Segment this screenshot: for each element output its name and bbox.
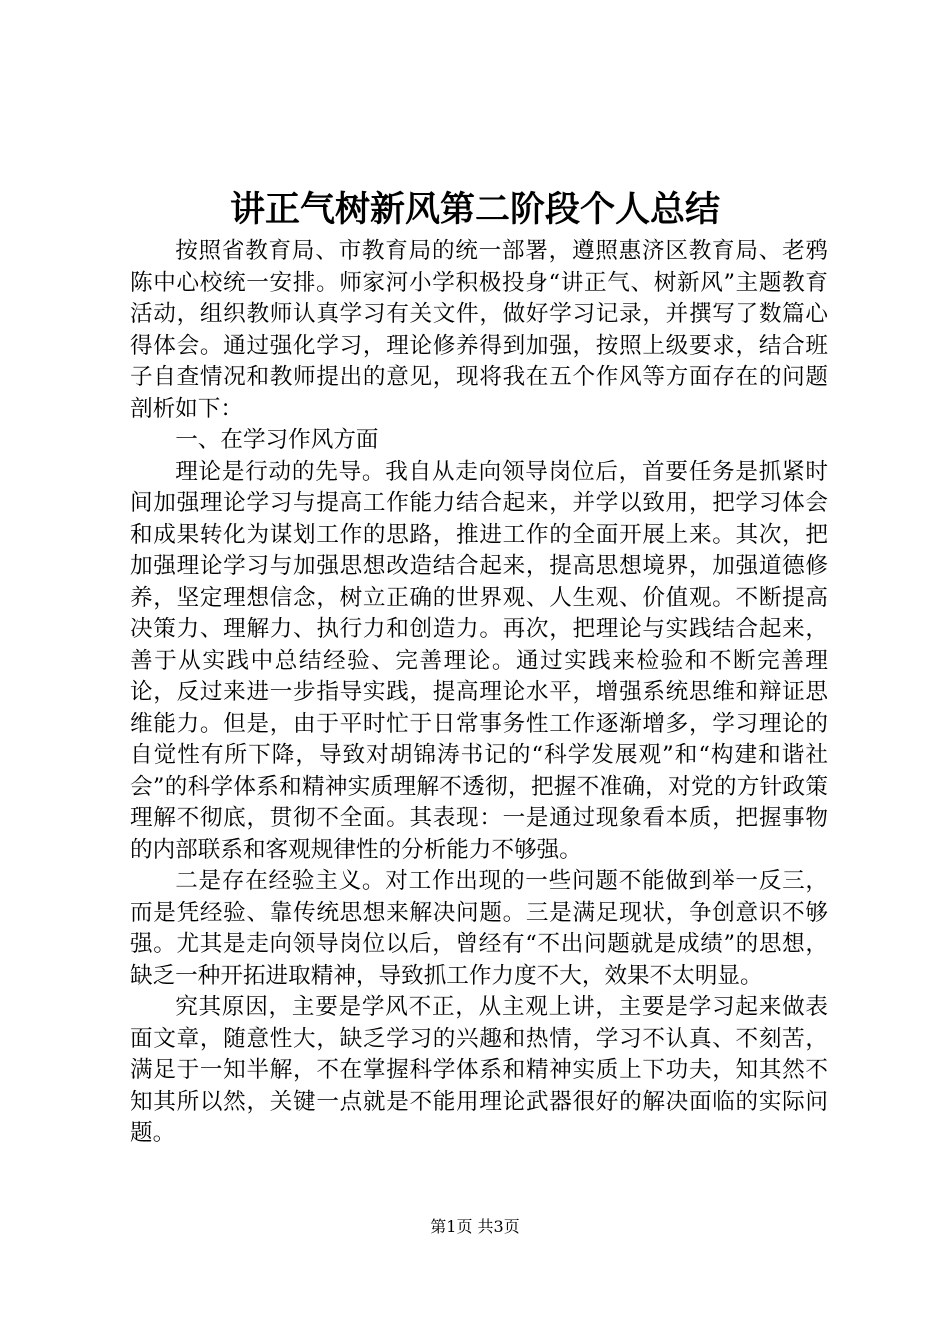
paragraph-experience: 二是存在经验主义。对工作出现的一些问题不能做到举一反三，而是凭经验、靠传统思想来解决问题。三是满足现状，争创意识不够强。尤其是走向领导岗位以后，曾经有“不出问题就是成绩”的思想，缺乏一种开拓进取精神，导致抓工作力度不大，效果不太明显。 bbox=[130, 868, 828, 989]
document-title: 讲正气树新风第二阶段个人总结 bbox=[229, 189, 720, 230]
document-body bbox=[130, 236, 828, 1150]
page-number-footer: 第1页 共3页 bbox=[430, 1217, 520, 1236]
paragraph-intro: 按照省教育局、市教育局的统一部署，遵照惠济区教育局、老鸦陈中心校统一安排。师家河小学积极投身“讲正气、树新风”主题教育活动，组织教师认真学习有关文件，做好学习记录，并撰写了数篇心得体会。通过强化学习，理论修养得到加强，按照上级要求，结合班子自查情况和教师提出的意见，现将我在五个作风等方面存在的问题剖析如下： bbox=[130, 238, 828, 422]
paragraph-reason: 究其原因，主要是学风不正，从主观上讲，主要是学习起来做表面文章，随意性大，缺乏学习的兴趣和热情，学习不认真、不刻苦，满足于一知半解，不在掌握科学体系和精神实质上下功夫，知其然不知其所以然，关键一点就是不能用理论武器很好的解决面临的实际问题。 bbox=[130, 994, 828, 1146]
section-heading-study-style: 一、在学习作风方面 bbox=[175, 427, 379, 453]
paragraph-theory: 理论是行动的先导。我自从走向领导岗位后，首要任务是抓紧时间加强理论学习与提高工作能力结合起来，并学以致用，把学习体会和成果转化为谋划工作的思路，推进工作的全面开展上来。其次，把加强理论学习与加强思想改造结合起来，提高思想境界，加强道德修养，坚定理想信念，树立正确的世界观、人生观、价值观。不断提高决策力、理解力、执行力和创造力。再次，把理论与实践结合起来，善于从实践中总结经验、完善理论。通过实践来检验和不断完善理论，反过来进一步指导实践，提高理论水平，增强系统思维和辩证思维能力。但是，由于平时忙于日常事务性工作逐渐增多，学习理论的自觉性有所下降，导致对胡锦涛书记的“科学发展观”和“构建和谐社会”的科学体系和精神实质理解不透彻，把握不准确，对党的方针政策理解不彻底，贯彻不全面。其表现：一是通过现象看本质，把握事物的内部联系和客观规律性的分析能力不够强。 bbox=[130, 458, 828, 863]
